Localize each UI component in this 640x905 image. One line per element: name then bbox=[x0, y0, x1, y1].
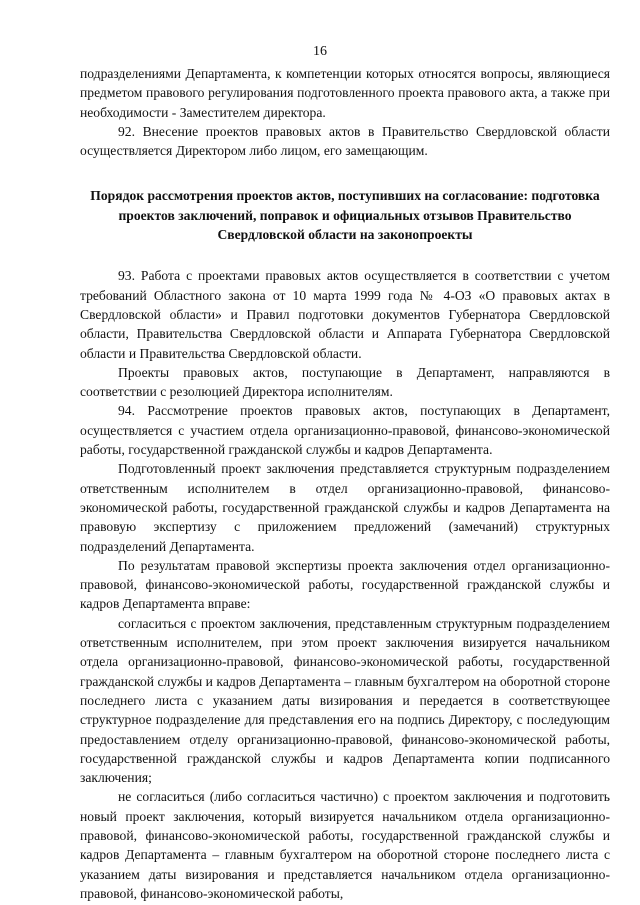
page-number: 16 bbox=[313, 44, 327, 59]
paragraph-expertise-results: По результатам правовой экспертизы проекта заключения отдел организационно-правовой, финансово-экономической работы, государственной гражданской службы и кадров Департамента вправе: bbox=[80, 557, 610, 612]
paragraph-93: 93. Работа с проектами правовых актов осуществляется в соответствии с учетом требований Областного закона от 10 марта 1999 года № 4-ОЗ «О правовых актах в Свердловской области» и Правил подготовки документов Губернатора Свердловской области, Правительства Свердловской области и Аппарата Губернатора Свердловской области и Правительства Свердловской области. bbox=[80, 268, 610, 361]
document-body bbox=[80, 64, 610, 903]
paragraph-continued: подразделениями Департамента, к компетенции которых относятся вопросы, являющиеся предметом правового регулирования подготовленного проекта правового акта, а также при необходимости - Заместителем директора. bbox=[80, 66, 610, 120]
paragraph-92: 92. Внесение проектов правовых актов в Правительство Свердловской области осуществляется Директором либо лицом, его замещающим. bbox=[80, 123, 610, 159]
paragraph-draft-conclusion: Подготовленный проект заключения представляется структурным подразделением ответственным исполнителем в отдел организационно-правовой, финансово-экономической работы, государственной гражданской службы и кадров Департамента на правовую экспертизу с приложением предложений (замечаний) структурных подразделений Департамента. bbox=[80, 461, 610, 554]
paragraph-94: 94. Рассмотрение проектов правовых актов, поступающих в Департамент, осуществляется с участием отдела организационно-правовой, финансово-экономической работы, государственной гражданской службы и кадров Департамента. bbox=[80, 403, 610, 458]
paragraph-drafts-routing: Проекты правовых актов, поступающие в Департамент, направляются в соответствии с резолюцией Директора исполнителям. bbox=[80, 364, 610, 400]
section-heading: Порядок рассмотрения проектов актов, поступивших на согласование: подготовка проектов заключений, поправок и официальных отзывов Правительство Свердловской области на законопроекты bbox=[90, 188, 600, 243]
paragraph-disagree-option: не согласиться (либо согласиться частично) с проектом заключения и подготовить новый проект заключения, который визируется начальником отдела организационно-правовой, финансово-экономической работы, государственной гражданской службы и кадров Департамента – главным бухгалтером на оборотной стороне последнего листа с указанием даты визирования и представляется начальником отдела организационно-правовой, финансово-экономической работы, bbox=[80, 789, 610, 901]
paragraph-agree-option: согласиться с проектом заключения, представленным структурным подразделением ответственным исполнителем, при этом проект заключения визируется начальником отдела организационно-правовой, финансово-экономической работы, государственной гражданской службы и кадров Департамента – главным бухгалтером на оборотной стороне последнего листа с указанием даты визирования и передается в соответствующее структурное подразделение для представления его на подпись Директору, с последующим предоставлением отделу организационно-правовой, финансово-экономической работы, государственной гражданской службы и кадров Департамента копии подписанного заключения; bbox=[80, 615, 610, 786]
